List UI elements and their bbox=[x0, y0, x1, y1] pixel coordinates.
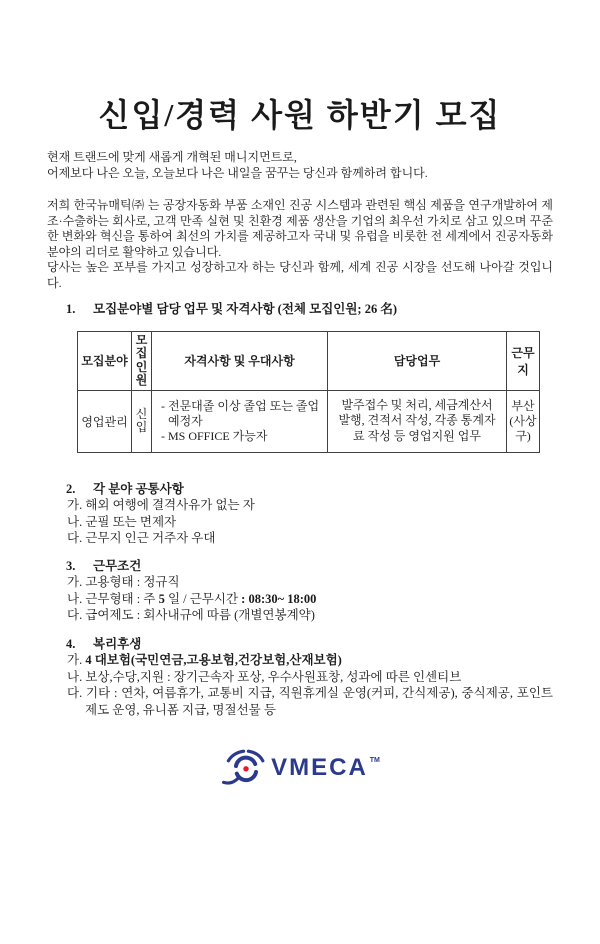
insurance-detail: 4 대보험(국민연금,고용보험,건강보험,산재보험) bbox=[85, 653, 342, 667]
section-1-number: 1. bbox=[66, 302, 76, 316]
section-1-title: 모집분야별 담당 업무 및 자격사항 (전체 모집인원; 26 名) bbox=[93, 302, 397, 316]
list-item: 나. 군필 또는 면제자 bbox=[67, 514, 177, 529]
page-title: 신입/경력 사원 하반기 모집 bbox=[98, 97, 502, 133]
section-3 bbox=[47, 558, 553, 624]
intro-line-2: 어제보다 나은 오늘, 오늘보다 나은 내일을 꿈꾸는 당신과 함께하려 합니다. bbox=[47, 165, 428, 180]
list-item: 가. 해외 여행에 결격사유가 없는 자 bbox=[67, 498, 255, 512]
work-hours-pre: 나. 근무형태 : 주 bbox=[67, 591, 159, 606]
section-2-number: 2. bbox=[66, 481, 76, 496]
logo-red-dot bbox=[243, 766, 248, 771]
table-header-row bbox=[78, 331, 540, 390]
work-hours-value: : 08:30~ 18:00 bbox=[241, 591, 317, 606]
header-recruit-count: 모집인원 bbox=[132, 331, 152, 390]
section-4-title: 복리후생 bbox=[93, 636, 142, 651]
company-vision: 당사는 높은 포부를 가지고 성장하고자 하는 당신과 함께, 세계 진공 시장을 선도해 나아갈 것입니다. bbox=[47, 260, 553, 290]
cell-duties: 발주접수 및 처리, 세금계산서 발행, 견적서 작성, 각종 통계자료 작성 등 영업지원 업무 bbox=[328, 390, 507, 452]
list-item: 다. 근무지 인근 거주자 우대 bbox=[67, 531, 216, 545]
section-2-title: 각 분야 공통사항 bbox=[93, 481, 184, 496]
qualification-line-1: - 전문대졸 이상 졸업 또는 졸업 예정자 bbox=[161, 398, 320, 428]
header-duties: 담당업무 bbox=[328, 331, 507, 390]
list-item bbox=[67, 591, 553, 608]
section-4 bbox=[47, 636, 553, 719]
section-3-heading bbox=[66, 558, 553, 575]
vmeca-logo-lockup bbox=[222, 748, 378, 788]
intro-line-1: 현재 트랜드에 맞게 새롭게 개혁된 매니지먼트로, bbox=[47, 150, 297, 164]
cell-recruit-count: 신입 bbox=[132, 390, 152, 452]
work-days-value: 5 bbox=[158, 591, 165, 606]
list-item: 다. 기타 : 연차, 여름휴가, 교통비 지급, 직원휴게실 운영(커피, 간식제공), 중식제공, 포인트제도 운영, 유니폼 지급, 명절선물 등 bbox=[67, 686, 553, 717]
section-1-heading bbox=[66, 301, 553, 318]
insurance-label: 가. bbox=[67, 653, 86, 667]
vmeca-swirl-icon bbox=[222, 748, 270, 788]
header-recruit-field: 모집분야 bbox=[78, 331, 132, 390]
logo-wordmark: VMECA bbox=[271, 754, 368, 781]
company-description: 저희 한국뉴매틱㈜ 는 공장자동화 부품 소재인 진공 시스템과 관련된 핵심 제품을 연구개발하여 제조·수출하는 회사로, 고객 만족 실현 및 친환경 제품 생산을 기업의 최우선 가치로 삼고 있으며 꾸준한 변화와 혁신을 통하여 최선의 가치를 제공하고자 국내 및 유럽을 비롯한 전 세계에서 진공자동화 분야의 리더로 활약하고 있습니다. bbox=[47, 198, 553, 259]
cell-qualifications bbox=[152, 390, 328, 452]
list-item: 다. 급여제도 : 회사내규에 따름 (개별연봉계약) bbox=[67, 608, 315, 622]
company-logo bbox=[47, 748, 553, 788]
section-4-number: 4. bbox=[66, 636, 76, 651]
section-2 bbox=[47, 481, 553, 547]
recruitment-table bbox=[77, 331, 540, 453]
list-item bbox=[67, 652, 553, 669]
section-4-heading bbox=[66, 636, 553, 653]
header-qualifications: 자격사항 및 우대사항 bbox=[152, 331, 328, 390]
header-work-location: 근무지 bbox=[507, 331, 540, 390]
list-item: 가. 고용형태 : 정규직 bbox=[67, 575, 180, 589]
qualification-line-2: - MS OFFICE 가능자 bbox=[161, 428, 268, 443]
trademark-symbol: TM bbox=[369, 756, 380, 764]
section-3-title: 근무조건 bbox=[93, 558, 142, 573]
work-hours-mid: 일 / 근무시간 bbox=[164, 591, 242, 606]
cell-recruit-field: 영업관리 bbox=[78, 390, 132, 452]
intro-paragraph bbox=[47, 150, 553, 181]
cell-work-location: 부산 (사상구) bbox=[507, 390, 540, 452]
list-item: 나. 보상,수당,지원 : 장기근속자 포상, 우수사원표창, 성과에 따른 인센티브 bbox=[67, 669, 462, 684]
table-row bbox=[78, 390, 540, 452]
section-2-heading bbox=[66, 481, 553, 498]
section-3-number: 3. bbox=[66, 558, 76, 573]
document-page bbox=[0, 96, 600, 944]
